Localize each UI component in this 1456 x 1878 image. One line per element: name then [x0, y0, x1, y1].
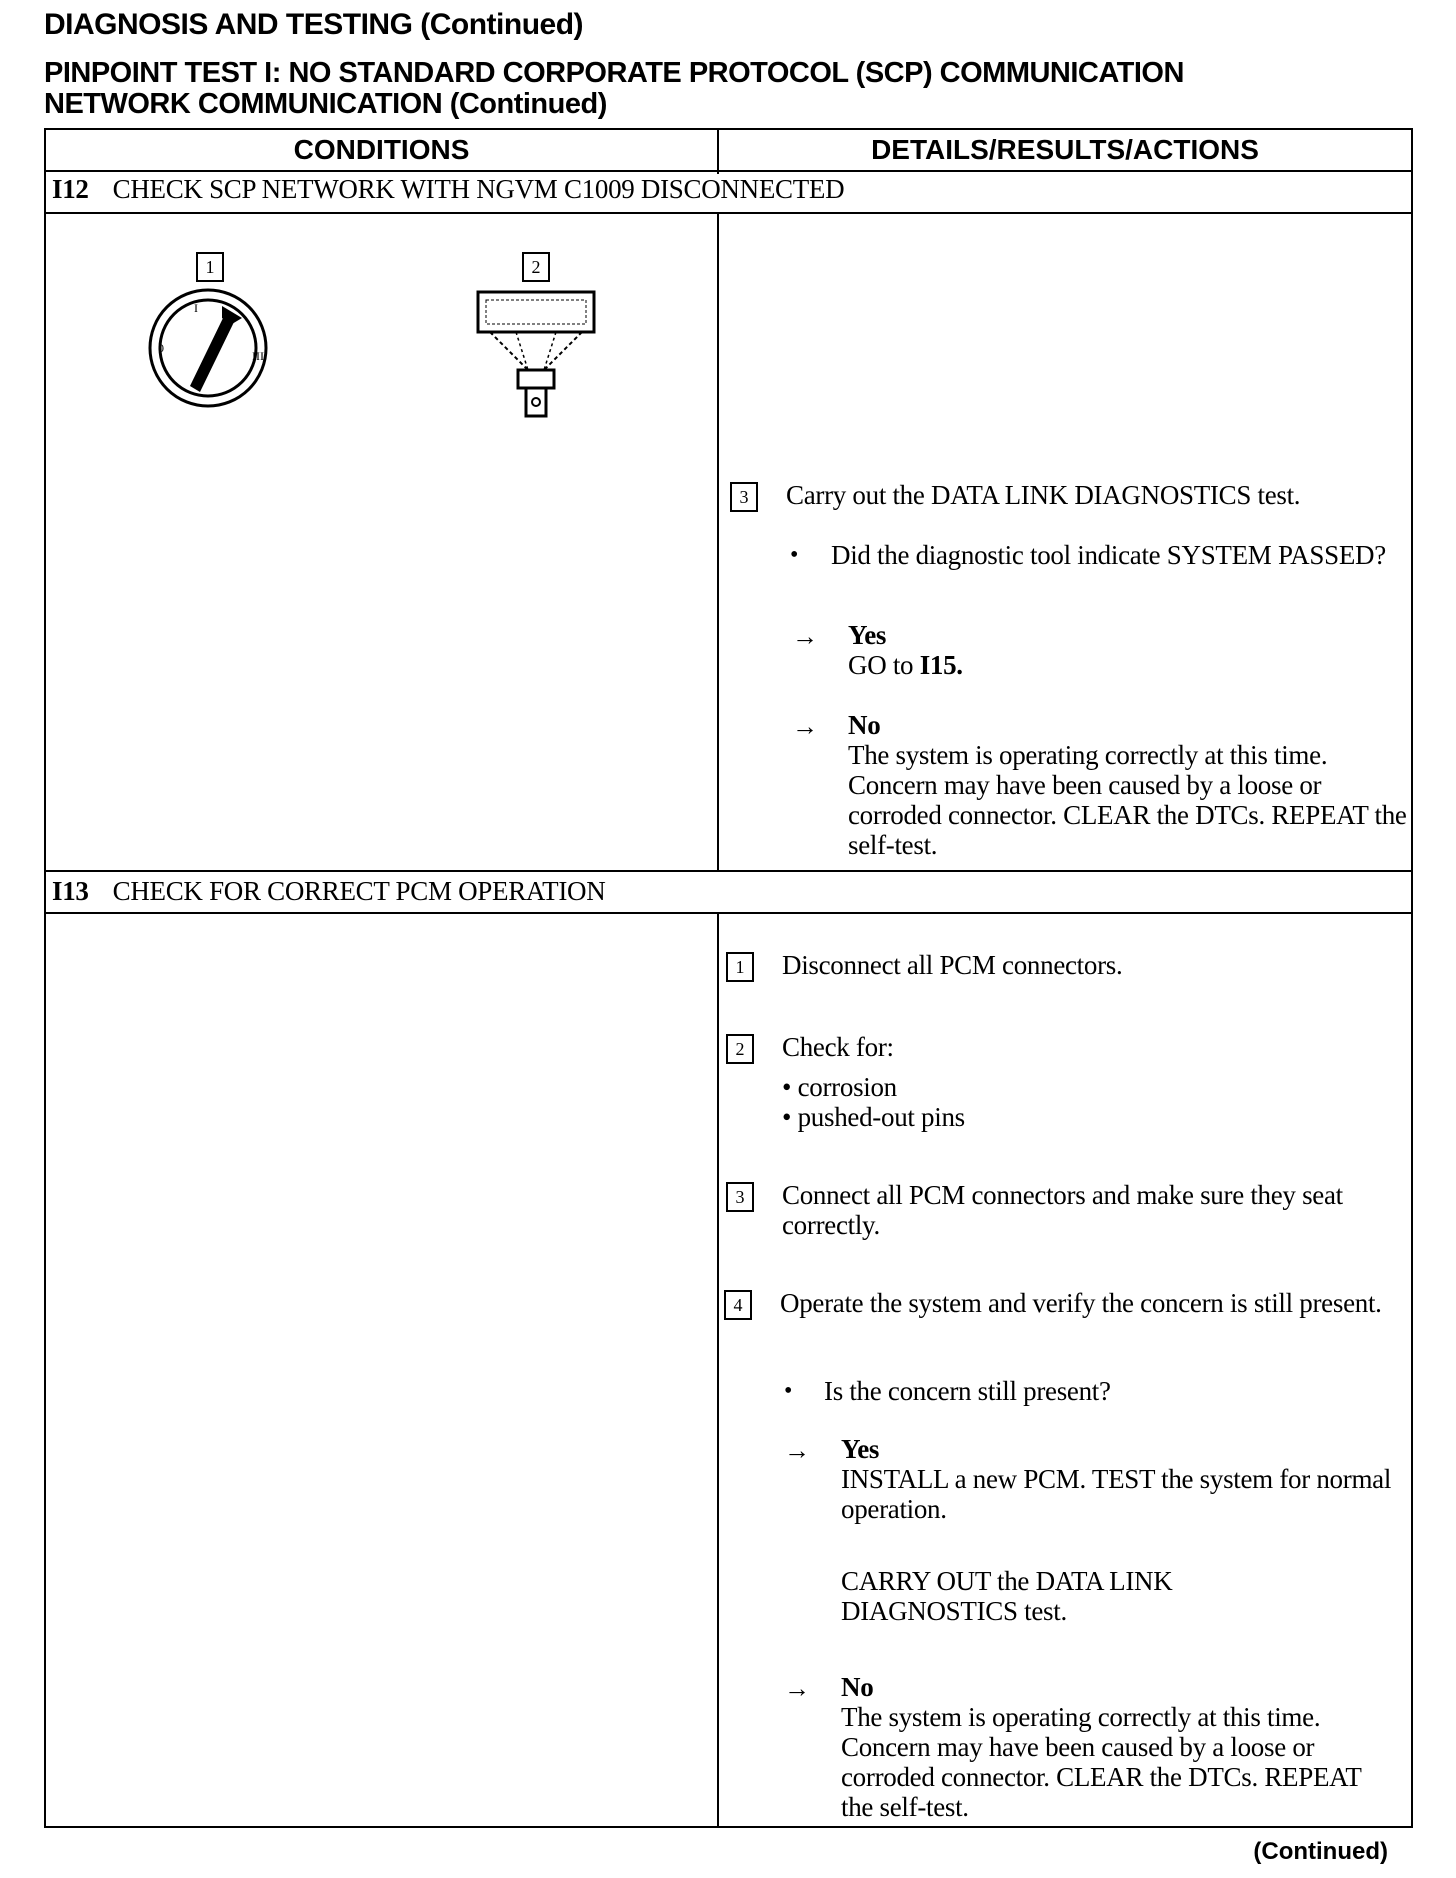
svg-text:I: I [194, 301, 198, 315]
i12-no-arrow-icon: → [792, 712, 818, 741]
step-i13-id: I13 [52, 876, 89, 906]
step-i12-title: CHECK SCP NETWORK WITH NGVM C1009 DISCONNECTED [112, 174, 845, 204]
i12-figure-2-number: 2 [522, 252, 550, 282]
i13-title-divider [46, 912, 1411, 914]
i13-no-text: The system is operating correctly at this time. Concern may have been caused by a loose or corroded connector. CLEAR the DTCs. REPEAT the self-test. [841, 1702, 1362, 1822]
header-divider [46, 170, 1411, 172]
i13-yes-label: Yes [841, 1434, 880, 1464]
i12-step3-number: 3 [730, 482, 758, 512]
i13-step2-text: Check for: [782, 1032, 894, 1062]
i12-no-label: No [848, 710, 881, 740]
i13-no-arrow-icon: → [784, 1674, 810, 1703]
i12-title-divider [46, 212, 1411, 214]
list-item: • corrosion [782, 1072, 897, 1102]
continued-footer: (Continued) [1253, 1838, 1388, 1865]
i12-i13-divider [46, 870, 1411, 872]
i13-step4-number: 4 [724, 1290, 752, 1320]
step-i13-title: CHECK FOR CORRECT PCM OPERATION [112, 876, 606, 906]
step-i12-title-row [52, 174, 844, 205]
i13-question: Is the concern still present? [824, 1376, 1111, 1406]
test-title-line1: PINPOINT TEST I: NO STANDARD CORPORATE PROTOCOL (SCP) COMMUNICATION [44, 57, 1184, 89]
i13-step1-number: 1 [726, 952, 754, 982]
i13-step4-text: Operate the system and verify the concern is still present. [780, 1288, 1382, 1318]
i12-no-text: The system is operating correctly at this time. Concern may have been caused by a loose or corroded connector. CLEAR the DTCs. REPEAT the self-test. [848, 740, 1407, 860]
i13-no-label: No [841, 1672, 874, 1702]
i12-yes-text-prefix: GO to [848, 650, 920, 680]
details-header: DETAILS/RESULTS/ACTIONS [871, 134, 1259, 165]
i12-step3-text: Carry out the DATA LINK DIAGNOSTICS test. [786, 480, 1301, 510]
conditions-header: CONDITIONS [293, 134, 470, 165]
test-title [44, 58, 1184, 120]
i13-yes-text: INSTALL a new PCM. TEST the system for normal operation. [841, 1464, 1392, 1524]
i13-step3-number: 3 [726, 1182, 754, 1212]
i12-question: Did the diagnostic tool indicate SYSTEM PASSED? [831, 540, 1386, 570]
i12-question-bullet: • [790, 542, 799, 568]
column-divider-header [717, 130, 719, 174]
i12-yes-arrow-icon: → [792, 622, 818, 651]
list-item: • pushed-out pins [782, 1102, 965, 1132]
svg-text:0: 0 [158, 341, 164, 355]
step-i12-id: I12 [52, 174, 89, 204]
i13-step2-number: 2 [726, 1034, 754, 1064]
i13-question-bullet: • [784, 1378, 793, 1404]
i13-check-item-1: corrosion [797, 1072, 897, 1102]
diagnostic-tool-icon [476, 290, 601, 420]
i13-yes-text2: CARRY OUT the DATA LINK DIAGNOSTICS test. [841, 1566, 1173, 1626]
i12-yes-label: Yes [848, 620, 887, 650]
column-divider-i12 [717, 212, 719, 872]
column-divider-i13 [717, 912, 719, 1828]
test-title-line2: NETWORK COMMUNICATION (Continued) [44, 88, 607, 120]
i12-yes-text [848, 650, 963, 680]
i13-yes-arrow-icon: → [784, 1436, 810, 1465]
page-title: DIAGNOSIS AND TESTING (Continued) [44, 8, 584, 41]
svg-text:III: III [252, 349, 264, 363]
ignition-switch-icon [146, 288, 276, 408]
i13-check-item-2: pushed-out pins [797, 1102, 965, 1132]
i13-step1-text: Disconnect all PCM connectors. [782, 950, 1123, 980]
i12-figure-1-number: 1 [196, 252, 224, 282]
i13-step3-text: Connect all PCM connectors and make sure they seat correctly. [782, 1180, 1343, 1240]
pinpoint-test-table [44, 128, 1413, 1828]
step-i13-title-row [52, 876, 605, 907]
i12-yes-target: I15. [919, 650, 963, 680]
